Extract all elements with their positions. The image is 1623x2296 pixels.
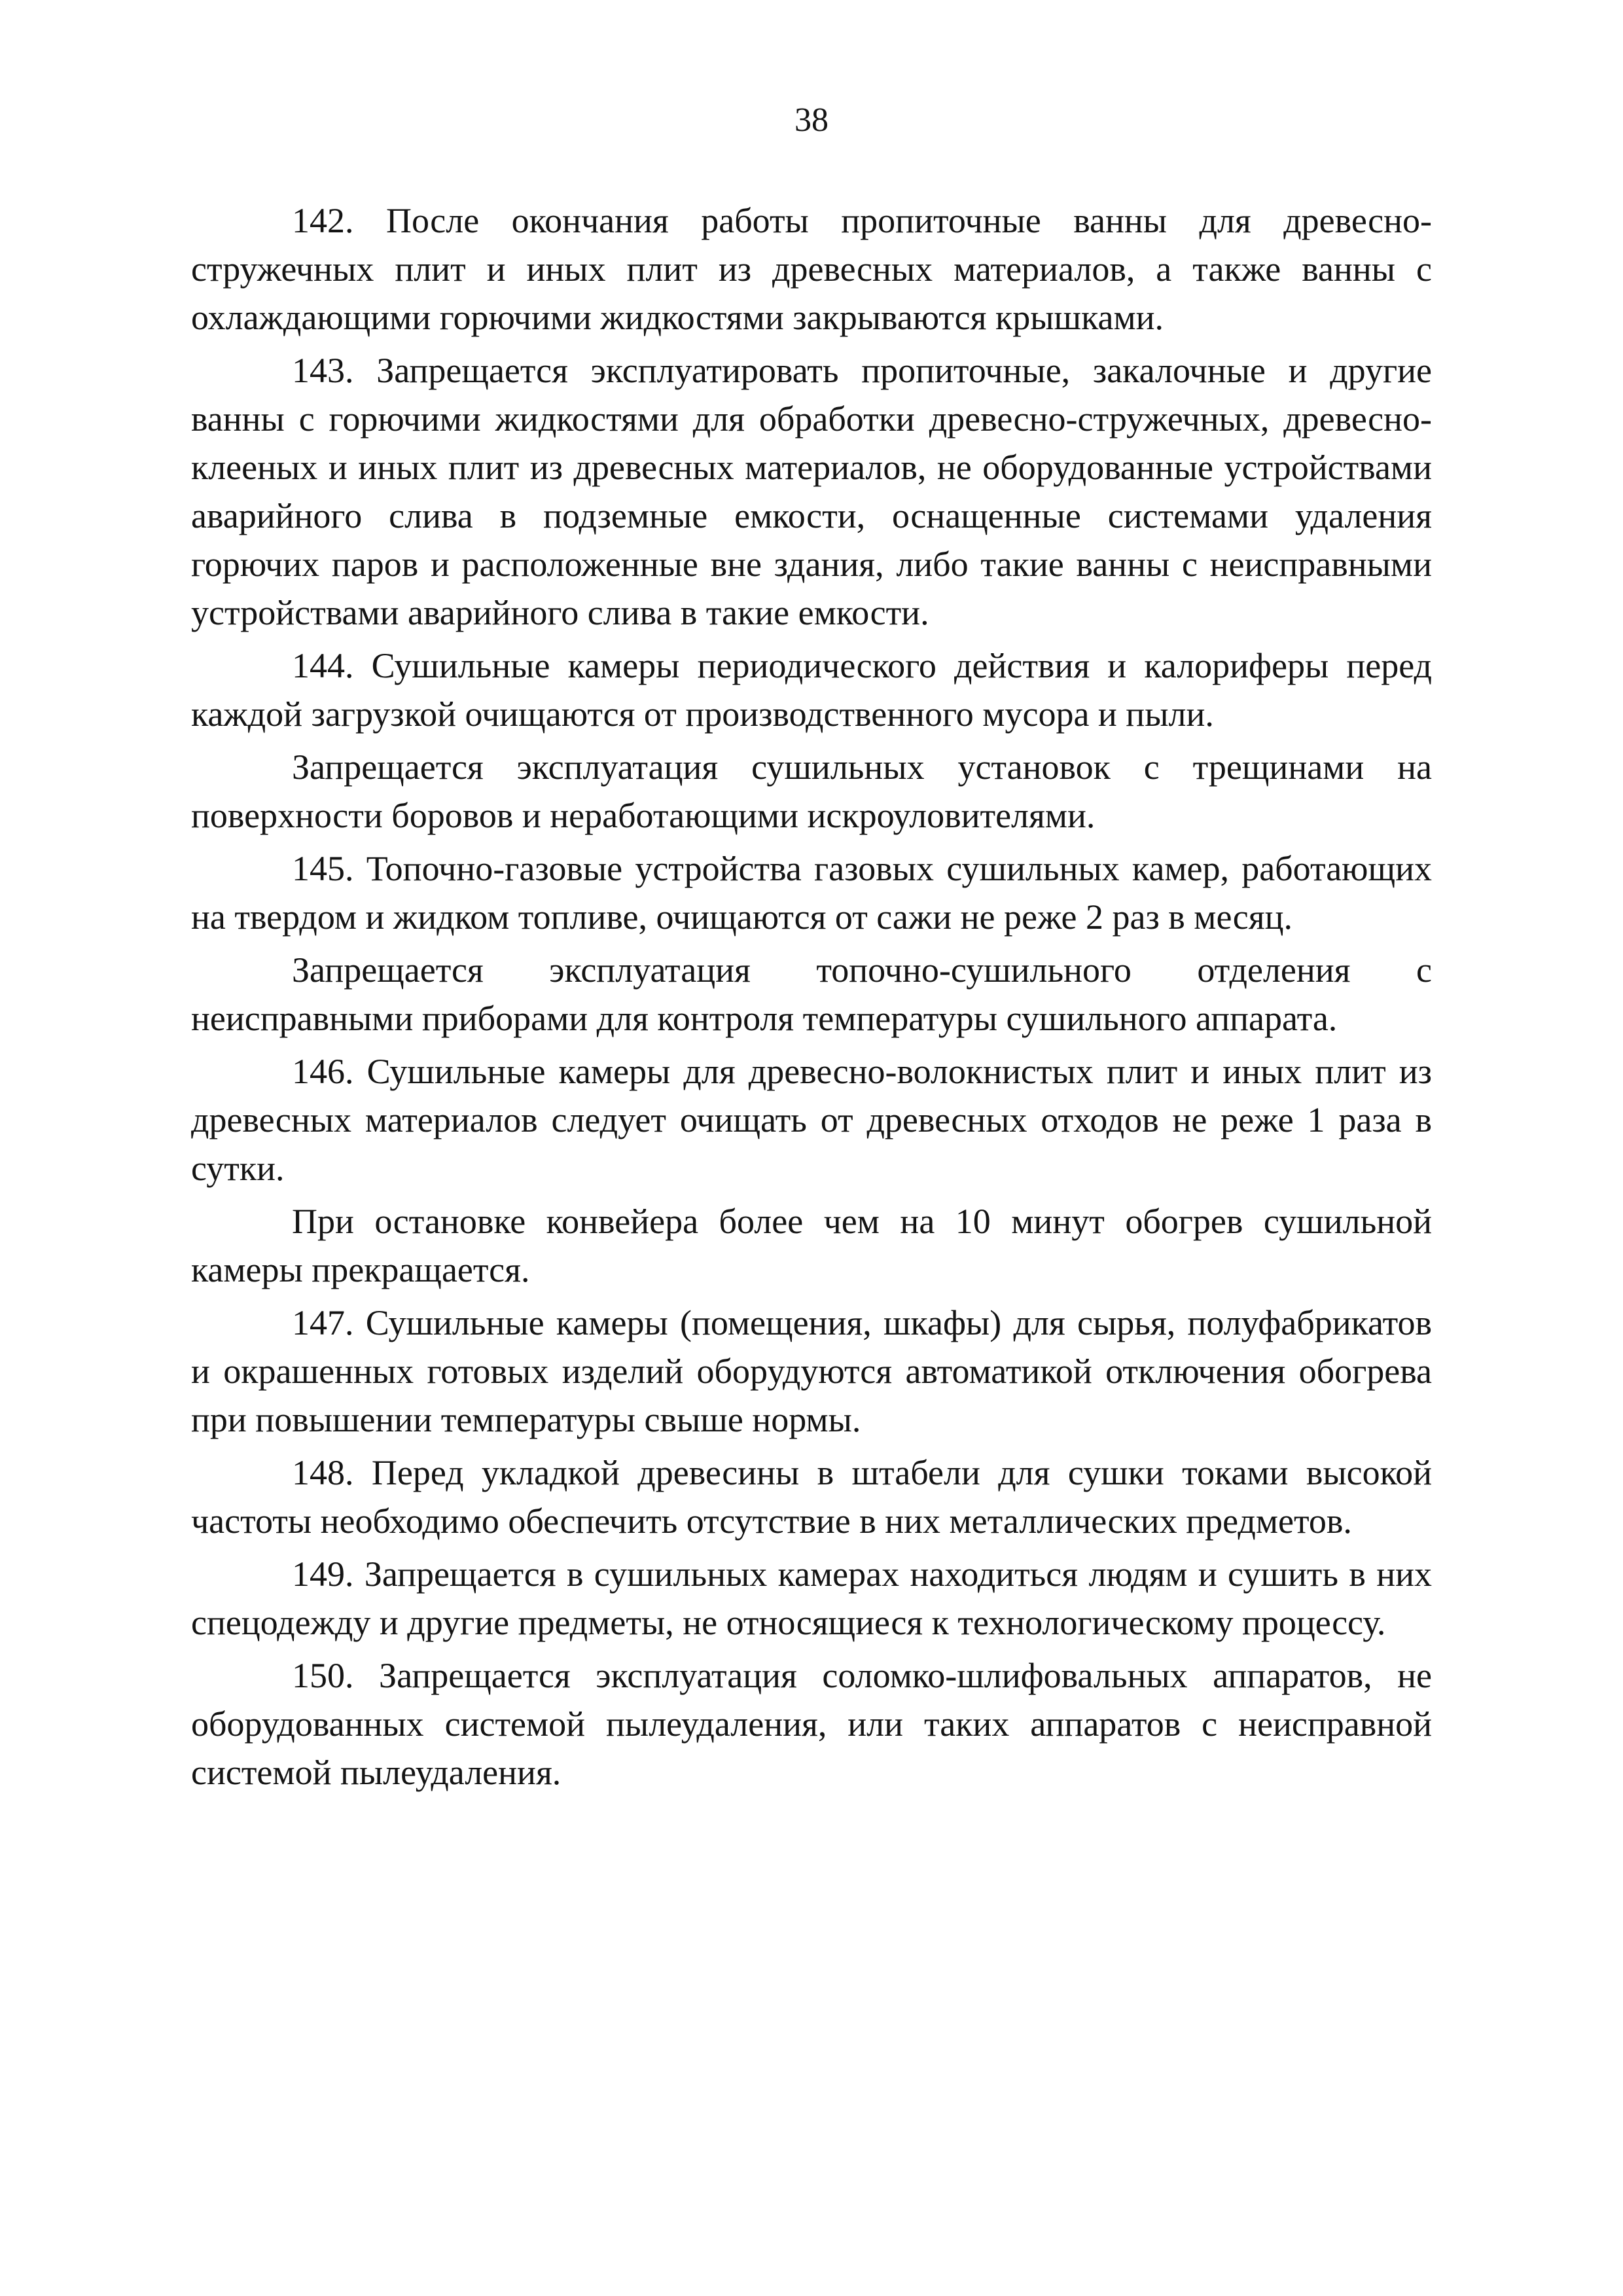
paragraph-146-conveyor: При остановке конвейера более чем на 10 минут обогрев сушильной камеры прекращается. (191, 1202, 1432, 1289)
paragraph-145: 145. Топочно-газовые устройства газовых сушильных камер, работающих на твердом и жидком топливе, очищаются от сажи не реже 2 раз в месяц. (191, 849, 1432, 937)
paragraph-144-prohibition: Запрещается эксплуатация сушильных установок с трещинами на поверхности боровов и неработающими искроуловителями. (191, 747, 1432, 835)
paragraph-148: 148. Перед укладкой древесины в штабели для сушки токами высокой частоты необходимо обеспечить отсутствие в них металлических предметов. (191, 1453, 1432, 1541)
paragraph-145-prohibition: Запрещается эксплуатация топочно-сушильного отделения с неисправными приборами для контроля температуры сушильного аппарата. (191, 950, 1432, 1038)
document-body (191, 196, 1432, 1801)
paragraph-147: 147. Сушильные камеры (помещения, шкафы) для сырья, полуфабрикатов и окрашенных готовых изделий оборудуются автоматикой отключения обогрева при повышении температуры свыше нормы. (191, 1303, 1432, 1439)
paragraph-150: 150. Запрещается эксплуатация соломко-шлифовальных аппаратов, не оборудованных системой пылеудаления, или таких аппаратов с неисправной системой пылеудаления. (191, 1656, 1432, 1792)
paragraph-149: 149. Запрещается в сушильных камерах находиться людям и сушить в них спецодежду и другие предметы, не относящиеся к технологическому процессу. (191, 1554, 1432, 1642)
paragraph-146: 146. Сушильные камеры для древесно-волокнистых плит и иных плит из древесных материалов следует очищать от древесных отходов не реже 1 раза в сутки. (191, 1052, 1432, 1188)
paragraph-143: 143. Запрещается эксплуатировать пропиточные, закалочные и другие ванны с горючими жидкостями для обработки древесно-стружечных, древесно-клееных и иных плит из древесных материалов, не оборудованные устройствами аварийного слива в подземные емкости, оснащенные системами удаления горючих паров и расположенные вне здания, либо такие ванны с неисправными устройствами аварийного слива в такие емкости. (191, 351, 1432, 632)
paragraph-144: 144. Сушильные камеры периодического действия и калориферы перед каждой загрузкой очищаются от производственного мусора и пыли. (191, 646, 1432, 734)
paragraph-142: 142. После окончания работы пропиточные ванны для древесно-стружечных плит и иных плит из древесных материалов, а также ванны с охлаждающими горючими жидкостями закрываются крышками. (191, 201, 1432, 337)
page-number: 38 (794, 101, 829, 139)
